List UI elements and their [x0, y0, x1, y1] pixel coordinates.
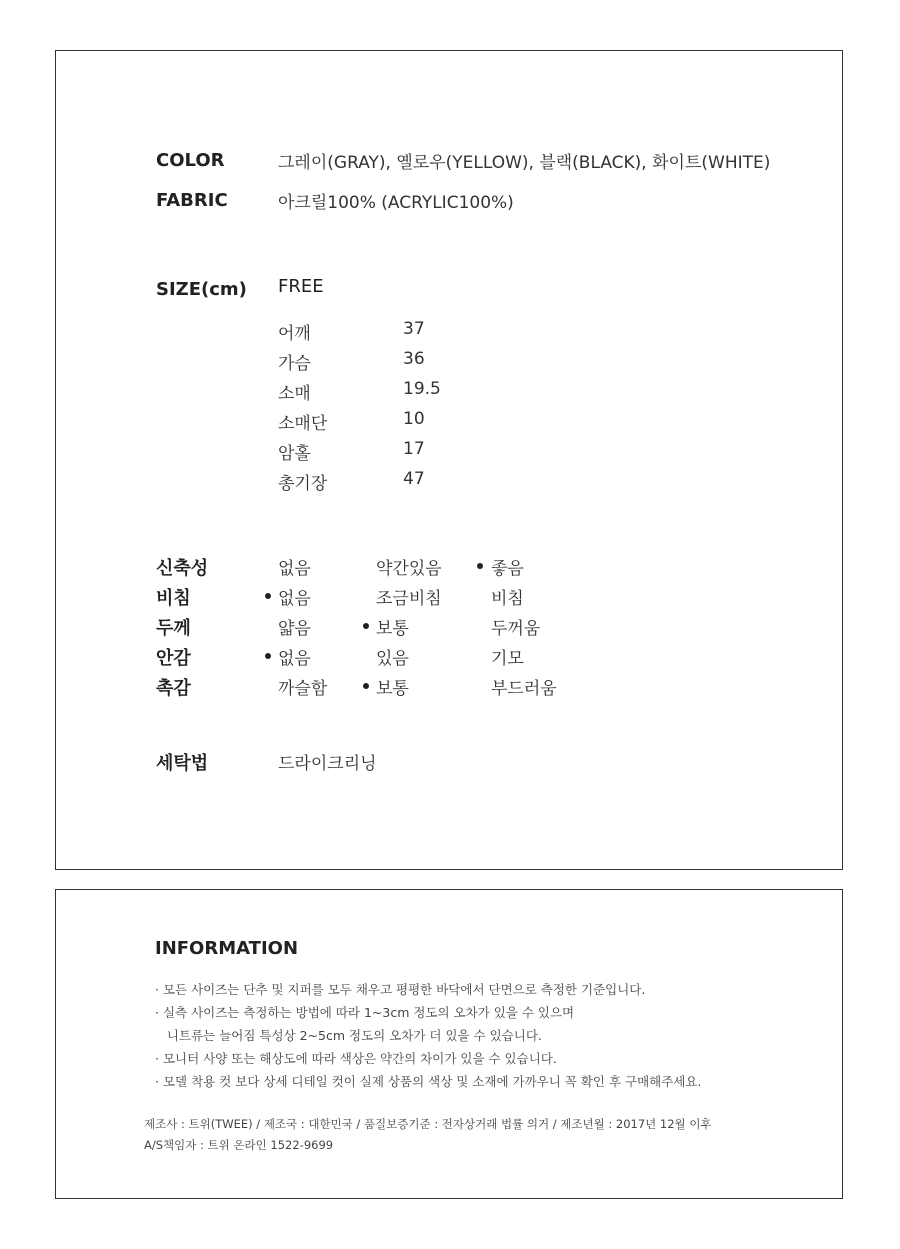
size-row-value: 10 [403, 409, 425, 429]
attribute-option: 없음 [278, 589, 311, 609]
size-value: FREE [278, 276, 324, 297]
size-label: SIZE(cm) [156, 279, 247, 300]
attribute-label: 비침 [156, 588, 191, 609]
attribute-label: 안감 [156, 648, 191, 669]
wash-label: 세탁법 [156, 753, 209, 774]
size-row-value: 47 [403, 469, 425, 489]
size-row [278, 439, 578, 464]
attribute-label: 촉감 [156, 678, 191, 699]
attribute-option: 기모 [491, 649, 524, 669]
info-note: · 모니터 사양 또는 해상도에 따라 색상은 약간의 차이가 있을 수 있습니다. [155, 1051, 557, 1066]
size-row [278, 319, 578, 344]
info-note: 니트류는 늘어짐 특성상 2~5cm 정도의 오차가 더 있을 수 있습니다. [155, 1028, 542, 1043]
selected-dot-icon [363, 683, 369, 689]
attribute-option: 비침 [491, 589, 524, 609]
attribute-option: 보통 [376, 679, 409, 699]
color-label: COLOR [156, 150, 225, 171]
attribute-option: 좋음 [491, 559, 524, 579]
product-spec-box [55, 50, 843, 870]
info-note: · 모델 착용 컷 보다 상세 디테일 컷이 실제 상품의 색상 및 소재에 가까우니 꼭 확인 후 구매해주세요. [155, 1074, 702, 1089]
maker-info: 제조사 : 트위(TWEE) / 제조국 : 대한민국 / 품질보증기준 : 전자상거래 법률 의거 / 제조년월 : 2017년 12월 이후 [144, 1117, 712, 1131]
information-title: INFORMATION [155, 938, 299, 959]
attribute-option: 보통 [376, 619, 409, 639]
attribute-option: 얇음 [278, 619, 311, 639]
attribute-label: 두께 [156, 618, 191, 639]
size-row-name: 소매 [278, 384, 311, 404]
attribute-option: 두꺼움 [491, 619, 541, 639]
size-row [278, 379, 578, 404]
fabric-value: 아크릴100% (ACRYLIC100%) [278, 193, 514, 213]
selected-dot-icon [265, 653, 271, 659]
size-row-name: 어깨 [278, 324, 311, 344]
size-row [278, 409, 578, 434]
info-note: · 실측 사이즈는 측정하는 방법에 따라 1~3cm 정도의 오차가 있을 수 있으며 [155, 1005, 575, 1020]
size-row-name: 총기장 [278, 474, 328, 494]
size-row-value: 17 [403, 439, 425, 459]
size-row-name: 소매단 [278, 414, 328, 434]
size-row [278, 349, 578, 374]
size-row-value: 19.5 [403, 379, 441, 399]
selected-dot-icon [363, 623, 369, 629]
attribute-option: 부드러움 [491, 679, 557, 699]
size-row [278, 469, 578, 494]
selected-dot-icon [477, 563, 483, 569]
wash-value: 드라이크리닝 [278, 754, 377, 774]
attribute-option: 없음 [278, 559, 311, 579]
size-row-value: 36 [403, 349, 425, 369]
size-row-name: 암홀 [278, 444, 311, 464]
attribute-option: 있음 [376, 649, 409, 669]
information-box [55, 889, 843, 1199]
info-note: · 모든 사이즈는 단추 및 지퍼를 모두 채우고 평평한 바닥에서 단면으로 측정한 기준입니다. [155, 982, 646, 997]
size-row-name: 가슴 [278, 354, 311, 374]
fabric-label: FABRIC [156, 190, 228, 211]
size-row-value: 37 [403, 319, 425, 339]
attribute-option: 조금비침 [376, 589, 442, 609]
color-value: 그레이(GRAY), 옐로우(YELLOW), 블랙(BLACK), 화이트(WHITE) [278, 153, 771, 173]
selected-dot-icon [265, 593, 271, 599]
attribute-label: 신축성 [156, 558, 209, 579]
attribute-option: 없음 [278, 649, 311, 669]
as-info: A/S책임자 : 트위 온라인 1522-9699 [144, 1138, 334, 1152]
attribute-option: 까슬함 [278, 679, 328, 699]
attribute-option: 약간있음 [376, 559, 442, 579]
